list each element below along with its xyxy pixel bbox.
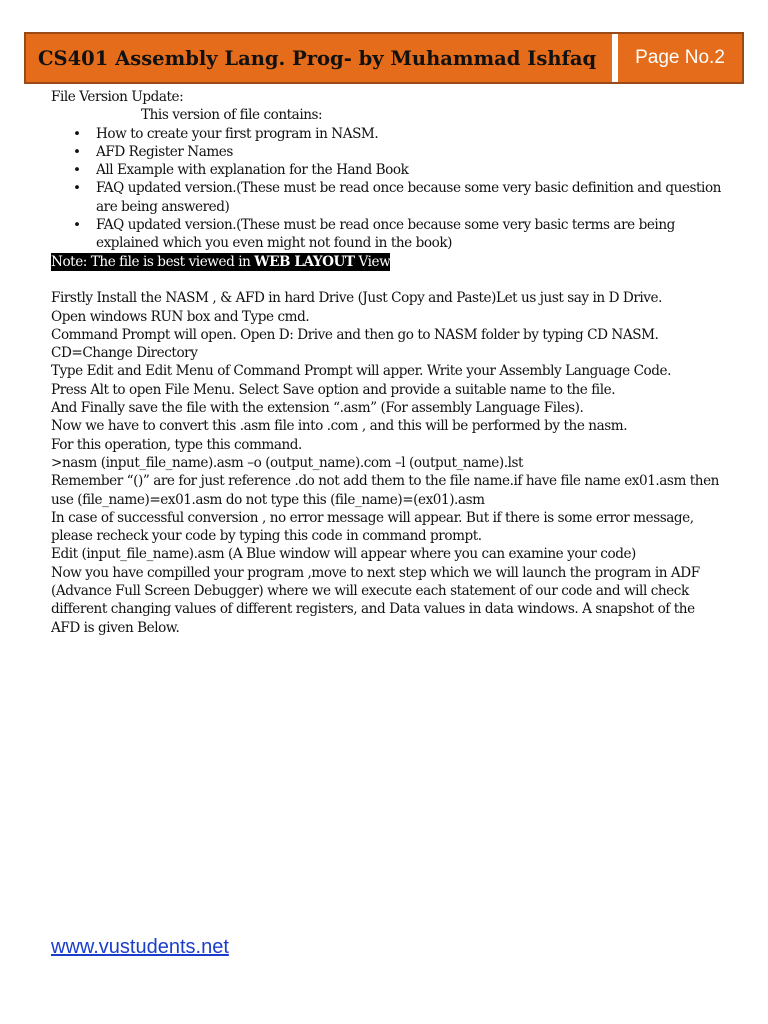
paragraph: Firstly Install the NASM , & AFD in hard Drive (Just Copy and Paste)Let us just say in D Drive. — [51, 290, 662, 307]
paragraph: Open windows RUN box and Type cmd. — [51, 308, 310, 325]
list-item: • All Example with explanation for the Hand Book — [51, 161, 721, 179]
page-number: Page No.2 — [612, 34, 742, 82]
section-heading: File Version Update: — [51, 89, 184, 105]
contents-list — [51, 125, 721, 253]
note-suffix: View — [354, 253, 391, 270]
list-item: • AFD Register Names — [51, 143, 721, 161]
list-item: • FAQ updated version.(These must be read once because some very basic definition and question are being answered) — [51, 179, 721, 216]
note-emphasis: WEB LAYOUT — [254, 253, 355, 270]
page-header — [24, 32, 744, 84]
list-item: • How to create your first program in NASM. — [51, 125, 721, 143]
paragraph: Remember “()” are for just reference .do not add them to the file name.if have file name ex01.asm then use (file_name)=ex01.asm do not type this (file_name)=(ex01).asm — [51, 473, 719, 508]
note-text: Note: The file is best viewed in — [51, 253, 255, 270]
paragraph: For this operation, type this command. — [51, 436, 302, 453]
command-line: >nasm (input_file_name).asm –o (output_name).com –l (output_name).lst — [51, 454, 524, 471]
list-item: • FAQ updated version.(These must be read once because some very basic terms are being explained which you even might not found in the book) — [51, 216, 721, 253]
paragraph: Type Edit and Edit Menu of Command Prompt will apper. Write your Assembly Language Code. — [51, 363, 671, 380]
paragraph: And Finally save the file with the extension “.asm” (For assembly Language Files). — [51, 400, 584, 417]
paragraph: Press Alt to open File Menu. Select Save option and provide a suitable name to the file. — [51, 381, 616, 398]
paragraph: Now you have compilled your program ,move to next step which we will launch the program in ADF (Advance Full Screen Debugger) where we will execute each statement of our code and will check different changing values of different registers, and Data values in data windows. A snapshot of the AFD is given Below. — [51, 564, 700, 636]
paragraph: Command Prompt will open. Open D: Drive and then go to NASM folder by typing CD NASM. CD=Change Directory — [51, 326, 659, 362]
note-banner — [51, 253, 390, 271]
paragraph: Edit (input_file_name).asm (A Blue window will appear where you can examine your code) — [51, 546, 636, 563]
website-link[interactable]: www.vustudents.net — [51, 936, 229, 958]
section-subheading: This version of file contains: — [141, 107, 323, 124]
paragraph: Now we have to convert this .asm file into .com , and this will be performed by the nasm. — [51, 418, 628, 435]
paragraph: In case of successful conversion , no error message will appear. But if there is some error message, please recheck your code by typing this code in command prompt. — [51, 509, 694, 545]
document-title: CS401 Assembly Lang. Prog- by Muhammad Ishfaq — [26, 34, 612, 82]
document-body — [51, 88, 721, 637]
